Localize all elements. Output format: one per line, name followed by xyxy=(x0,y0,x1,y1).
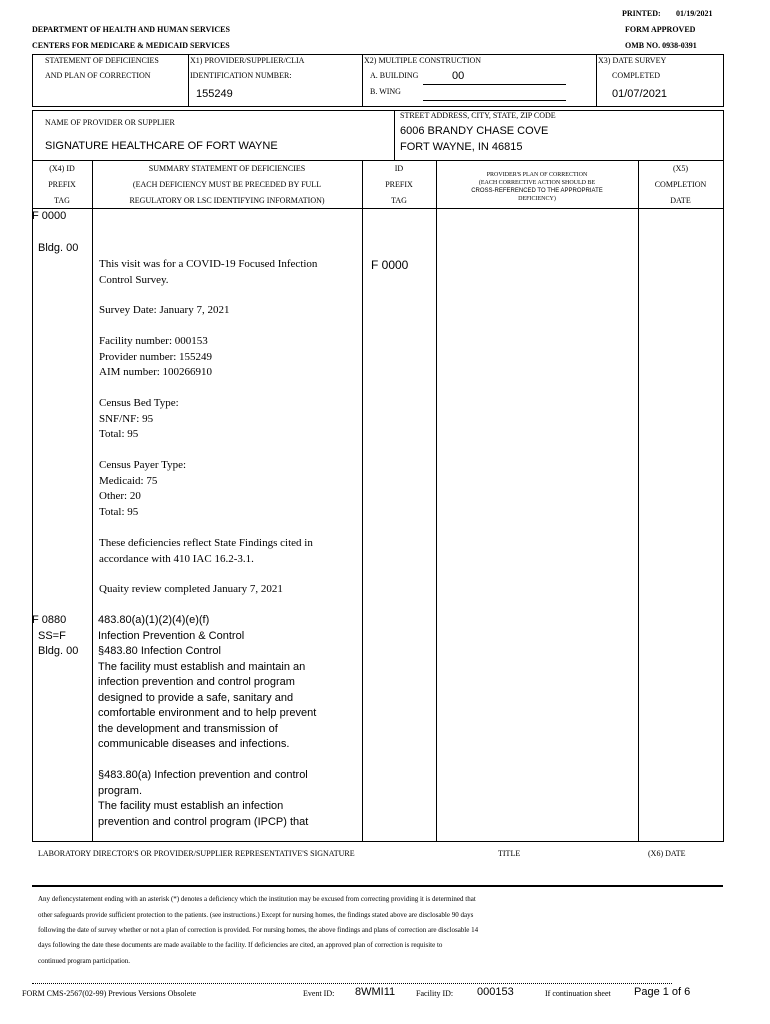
printed-date: 01/19/2021 xyxy=(676,9,713,18)
statement-label-1: STATEMENT OF DEFICIENCIES xyxy=(45,56,159,65)
statement-label-2: AND PLAN OF CORRECTION xyxy=(45,71,151,80)
form-approved: FORM APPROVED xyxy=(625,25,696,34)
form-number: FORM CMS-2567(02-99) Previous Versions Obsolete xyxy=(22,989,197,998)
quality-review: Quaity review completed January 7, 2021 xyxy=(99,583,283,595)
facility-id-label: Facility ID: xyxy=(416,989,454,998)
summary-header-3: REGULATORY OR LSC IDENTIFYING INFORMATION) xyxy=(129,196,325,205)
plan-header-1: PROVIDER'S PLAN OF CORRECTION xyxy=(486,172,588,178)
x4-header-3: TAG xyxy=(54,196,70,205)
provider-id-value: 155249 xyxy=(196,88,233,100)
continuation-label: If continuation sheet xyxy=(545,989,611,998)
disclaimer-line-3: following the date of survey whether or not a plan of correction is provided. For nursing homes, the above findings and plans of correction are disclosable 14 xyxy=(38,926,479,934)
x3-label-2: COMPLETED xyxy=(612,71,660,80)
infection-control-text: 483.80(a)(1)(2)(4)(e)(f) Infection Prevention & Control §483.80 Infection Control The facility must establish and maintain an infection prevention and control program designed to provide a safe, sanitary and comfortable environment and to help prevent the development and transmission of communicable diseases and infections. xyxy=(98,614,317,750)
department-title: DEPARTMENT OF HEALTH AND HUMAN SERVICES xyxy=(32,25,230,34)
tag-f0880-block: F 0880 SS=F Bldg. 00 xyxy=(32,614,79,657)
id-header-1: ID xyxy=(394,164,404,173)
wing-label: B. WING xyxy=(370,87,401,96)
plan-header-3: CROSS-REFERENCED TO THE APPROPRIATE xyxy=(471,188,603,194)
centers-title: CENTERS FOR MEDICARE & MEDICAID SERVICES xyxy=(32,41,230,50)
lab-director-label: LABORATORY DIRECTOR'S OR PROVIDER/SUPPLIER REPRESENTATIVE'S SIGNATURE xyxy=(38,849,355,858)
x6-date-label: (X6) DATE xyxy=(648,849,686,858)
printed-label: PRINTED: xyxy=(622,9,661,18)
building-value: 00 xyxy=(452,70,465,82)
state-findings: These deficiencies reflect State Findings cited in accordance with 410 IAC 16.2-3.1. xyxy=(99,537,313,565)
address-line-1: 6006 BRANDY CHASE COVE xyxy=(400,125,549,137)
ipcp-text: §483.80(a) Infection prevention and control program. The facility must establish an infection prevention and control program (IPCP) that xyxy=(98,769,309,828)
id-header-3: TAG xyxy=(391,196,407,205)
disclaimer-line-2: other safeguards provide sufficient protection to the patients. (see instructions.) Except for nursing homes, the findings stated above are disclosable 90 days xyxy=(38,911,474,919)
building-label: A. BUILDING xyxy=(370,71,419,80)
x5-header-1: (X5) xyxy=(672,164,689,173)
survey-date-text: Survey Date: January 7, 2021 xyxy=(99,304,230,316)
census-payer-type: Census Payer Type: Medicaid: 75 Other: 20 Total: 95 xyxy=(99,459,187,518)
survey-date-value: 01/07/2021 xyxy=(612,88,668,100)
event-id-value: 8WMI11 xyxy=(355,986,396,998)
disclaimer-line-5: continued program participation. xyxy=(38,957,130,965)
address-line-2: FORT WAYNE, IN 46815 xyxy=(400,141,523,153)
omb-number: OMB NO. 0938-0391 xyxy=(625,41,697,50)
event-id-label: Event ID: xyxy=(303,989,335,998)
census-bed-type: Census Bed Type: SNF/NF: 95 Total: 95 xyxy=(99,397,179,440)
right-tag-f0000: F 0000 xyxy=(371,258,409,272)
x5-header-3: DATE xyxy=(670,196,691,205)
summary-header-1: SUMMARY STATEMENT OF DEFICIENCIES xyxy=(148,164,306,173)
x5-header-2: COMPLETION xyxy=(654,180,707,189)
bldg-label: Bldg. 00 xyxy=(38,242,79,254)
page-number: Page 1 of 6 xyxy=(634,986,691,998)
x1-label-1: X1) PROVIDER/SUPPLIER/CLIA xyxy=(190,56,305,65)
x1-label-2: IDENTIFICATION NUMBER: xyxy=(190,71,292,80)
plan-header-4: DEFICIENCY) xyxy=(518,196,556,202)
facility-id-value: 000153 xyxy=(477,986,514,998)
title-label: TITLE xyxy=(498,849,521,858)
id-header-2: PREFIX xyxy=(385,180,413,189)
tag-f0000: F 0000 xyxy=(32,210,67,222)
address-label: STREET ADDRESS, CITY, STATE, ZIP CODE xyxy=(400,111,556,120)
disclaimer-line-1: Any defiencystatement ending with an asterisk (*) denotes a deficiency which the institution may be excused from correcting providing it is determined that xyxy=(38,895,476,903)
facility-numbers: Facility number: 000153 Provider number: 155249 AIM number: 100266910 xyxy=(99,335,213,378)
plan-header-2: (EACH CORRECTIVE ACTION SHOULD BE xyxy=(478,180,596,186)
paragraph-intro: This visit was for a COVID-19 Focused Infection Control Survey. xyxy=(99,258,318,286)
x4-header-2: PREFIX xyxy=(48,180,76,189)
x2-label: X2) MULTIPLE CONSTRUCTION xyxy=(364,56,482,65)
provider-name-label: NAME OF PROVIDER OR SUPPLIER xyxy=(45,118,175,127)
x3-label-1: X3) DATE SURVEY xyxy=(598,56,667,65)
disclaimer-line-4: days following the date these documents are made available to the facility. If deficiencies are cited, an approved plan of correction is requisite to xyxy=(38,941,443,949)
provider-name-value: SIGNATURE HEALTHCARE OF FORT WAYNE xyxy=(45,140,278,152)
x4-header-1: (X4) ID xyxy=(49,164,75,173)
summary-header-2: (EACH DEFICIENCY MUST BE PRECEDED BY FULL xyxy=(132,180,322,189)
